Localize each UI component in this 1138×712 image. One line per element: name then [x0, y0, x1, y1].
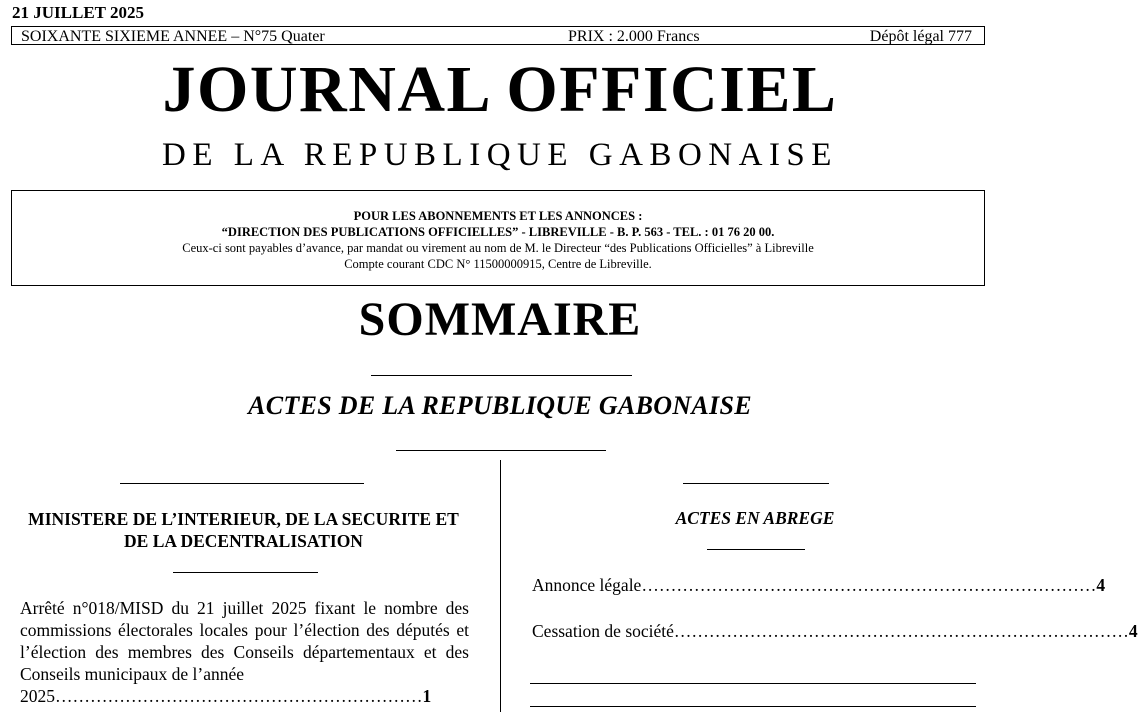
toc-entry-page: 4: [1128, 621, 1138, 641]
left-top-divider: [120, 483, 364, 484]
subscription-contact: “DIRECTION DES PUBLICATIONS OFFICIELLES” - LIBREVILLE - B. P. 563 - TEL. : 01 76 20 00.: [221, 225, 775, 239]
toc-entry-annonce[interactable]: [532, 574, 1106, 596]
arrete-last-line: 2025………………………………………………………1: [20, 686, 432, 706]
arrete-year: 2025: [20, 686, 55, 706]
column-divider: [500, 460, 501, 712]
blank-line-2: [530, 706, 976, 707]
legal-deposit: Dépôt légal 777: [869, 28, 972, 45]
toc-entry-arrete[interactable]: [20, 597, 469, 707]
toc-leader-dots: ……………………………………………………………………: [641, 575, 1097, 595]
right-top-divider: [683, 483, 829, 484]
ministry-divider: [173, 572, 318, 573]
journal-title: JOURNAL OFFICIEL: [162, 53, 838, 126]
toc-entry-label: Cessation de société: [532, 621, 674, 641]
subscription-notice: [11, 190, 985, 286]
arrete-page: 1: [422, 686, 432, 706]
toc-entry-cessation[interactable]: [532, 620, 1138, 642]
summary-divider: [371, 375, 632, 376]
journal-subtitle: DE LA REPUBLIQUE GABONAISE: [162, 137, 838, 173]
toc-entry-label: Annonce légale: [532, 575, 642, 595]
subscription-heading: POUR LES ABONNEMENTS ET LES ANNONCES :: [353, 209, 643, 223]
section-divider: [396, 450, 606, 451]
edition-number: SOIXANTE SIXIEME ANNEE – N°75 Quater: [21, 28, 325, 45]
subscription-account: Compte courant CDC N° 11500000915, Centre de Libreville.: [344, 257, 652, 271]
summary-title: SOMMAIRE: [358, 293, 642, 346]
blank-line-1: [530, 683, 976, 684]
toc-entry-page: 4: [1096, 575, 1106, 595]
toc-leader-dots: ……………………………………………………………………: [673, 621, 1129, 641]
ministry-heading: MINISTERE DE L’INTERIEUR, DE LA SECURITE ET DE LA DECENTRALISATION: [28, 509, 459, 551]
abrege-divider: [707, 549, 805, 550]
abrege-heading: ACTES EN ABREGE: [675, 508, 835, 528]
arrete-text: Arrêté n°018/MISD du 21 juillet 2025 fixant le nombre des commissions électorales locales pour l’élection des députés et l’élection des membres des Conseils départementaux et des Conseils municipaux de l’année: [20, 598, 469, 684]
price: PRIX : 2.000 Francs: [568, 28, 700, 45]
subscription-payment: Ceux-ci sont payables d’avance, par mandat ou virement au nom de M. le Directeur “des Publications Officielles” à Libreville: [182, 241, 814, 255]
section-heading: ACTES DE LA REPUBLIQUE GABONAISE: [248, 391, 752, 420]
issue-date: 21 JUILLET 2025: [12, 3, 144, 22]
issue-info-bar: [11, 26, 985, 45]
